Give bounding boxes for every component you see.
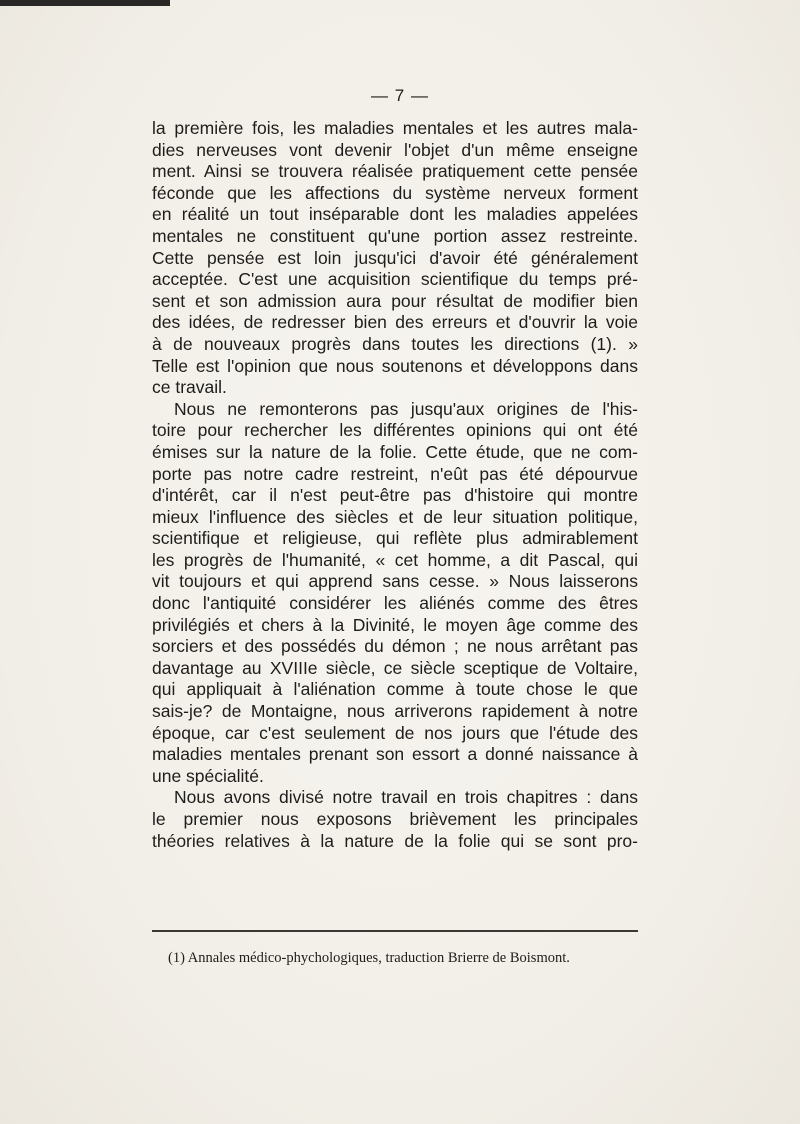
text-line: ment. Ainsi se trouvera réalisée pratiquement cette pensée — [152, 161, 638, 182]
text-line: sent et son admission aura pour résultat de modifier bien — [152, 290, 638, 311]
text-line: vit toujours et qui apprend sans cesse. » Nous laisserons — [152, 571, 638, 592]
text-line: privilégiés et chers à la Divinité, le moyen âge comme des — [152, 614, 638, 635]
text-line: porte pas notre cadre restreint, n'eût pas été dépourvue — [152, 463, 638, 484]
text-line: maladies mentales prenant son essort a donné naissance à — [152, 744, 638, 765]
text-line: une spécialité. — [152, 765, 264, 786]
text-line: Telle est l'opinion que nous soutenons et développons dans — [152, 355, 638, 376]
body-text — [152, 118, 638, 852]
text-line: toire pour rechercher les différentes opinions qui ont été — [152, 420, 638, 441]
text-line: féconde que les affections du système nerveux forment — [152, 182, 638, 203]
text-line: qui appliquait à l'aliénation comme à toute chose le que — [152, 679, 638, 700]
text-line: acceptée. C'est une acquisition scientifique du temps pré- — [152, 269, 638, 290]
text-line: époque, car c'est seulement de nos jours que l'étude des — [152, 722, 638, 743]
text-line: ce travail. — [152, 377, 227, 398]
footnote-divider — [152, 930, 638, 932]
footnote: (1) Annales médico-phychologiques, traduction Brierre de Boismont. — [168, 950, 570, 966]
text-line: la première fois, les maladies mentales et les autres mala- — [152, 118, 638, 138]
text-line: sorciers et des possédés du démon ; ne nous arrêtant pas — [152, 636, 638, 657]
text-line: en réalité un tout inséparable dont les maladies appelées — [152, 204, 638, 225]
text-line: Nous avons divisé notre travail en trois chapitres : dans — [174, 787, 638, 808]
text-line: des idées, de redresser bien des erreurs et d'ouvrir la voie — [152, 312, 638, 333]
text-line: mieux l'influence des siècles et de leur situation politique, — [152, 506, 638, 527]
text-line: les progrès de l'humanité, « cet homme, a dit Pascal, qui — [152, 549, 638, 570]
page-number: — 7 — — [371, 86, 429, 105]
text-line: le premier nous exposons brièvement les principales — [152, 809, 638, 829]
text-line: davantage au XVIIIe siècle, ce siècle sceptique de Voltaire, — [152, 657, 638, 678]
scan-edge-mark — [0, 0, 170, 6]
text-line: à de nouveaux progrès dans toutes les directions (1). » — [152, 333, 638, 354]
text-line: mentales ne constituent qu'une portion assez restreinte. — [152, 225, 638, 246]
text-line: dies nerveuses vont devenir l'objet d'un même enseigne — [152, 139, 638, 160]
text-line: théories relatives à la nature de la folie qui se sont pro- — [152, 830, 638, 851]
text-line: émises sur la nature de la folie. Cette étude, que ne com- — [152, 441, 638, 462]
text-line: Nous ne remonterons pas jusqu'aux origines de l'his- — [174, 398, 638, 419]
text-line: d'intérêt, car il n'est peut-être pas d'histoire qui montre — [152, 485, 638, 506]
text-line: donc l'antiquité considérer les aliénés comme des êtres — [152, 593, 638, 614]
text-line: scientifique et religieuse, qui reflète plus admirablement — [152, 528, 638, 549]
text-line: Cette pensée est loin jusqu'ici d'avoir été généralement — [152, 247, 638, 268]
text-line: sais-je? de Montaigne, nous arriverons rapidement à notre — [152, 701, 638, 722]
